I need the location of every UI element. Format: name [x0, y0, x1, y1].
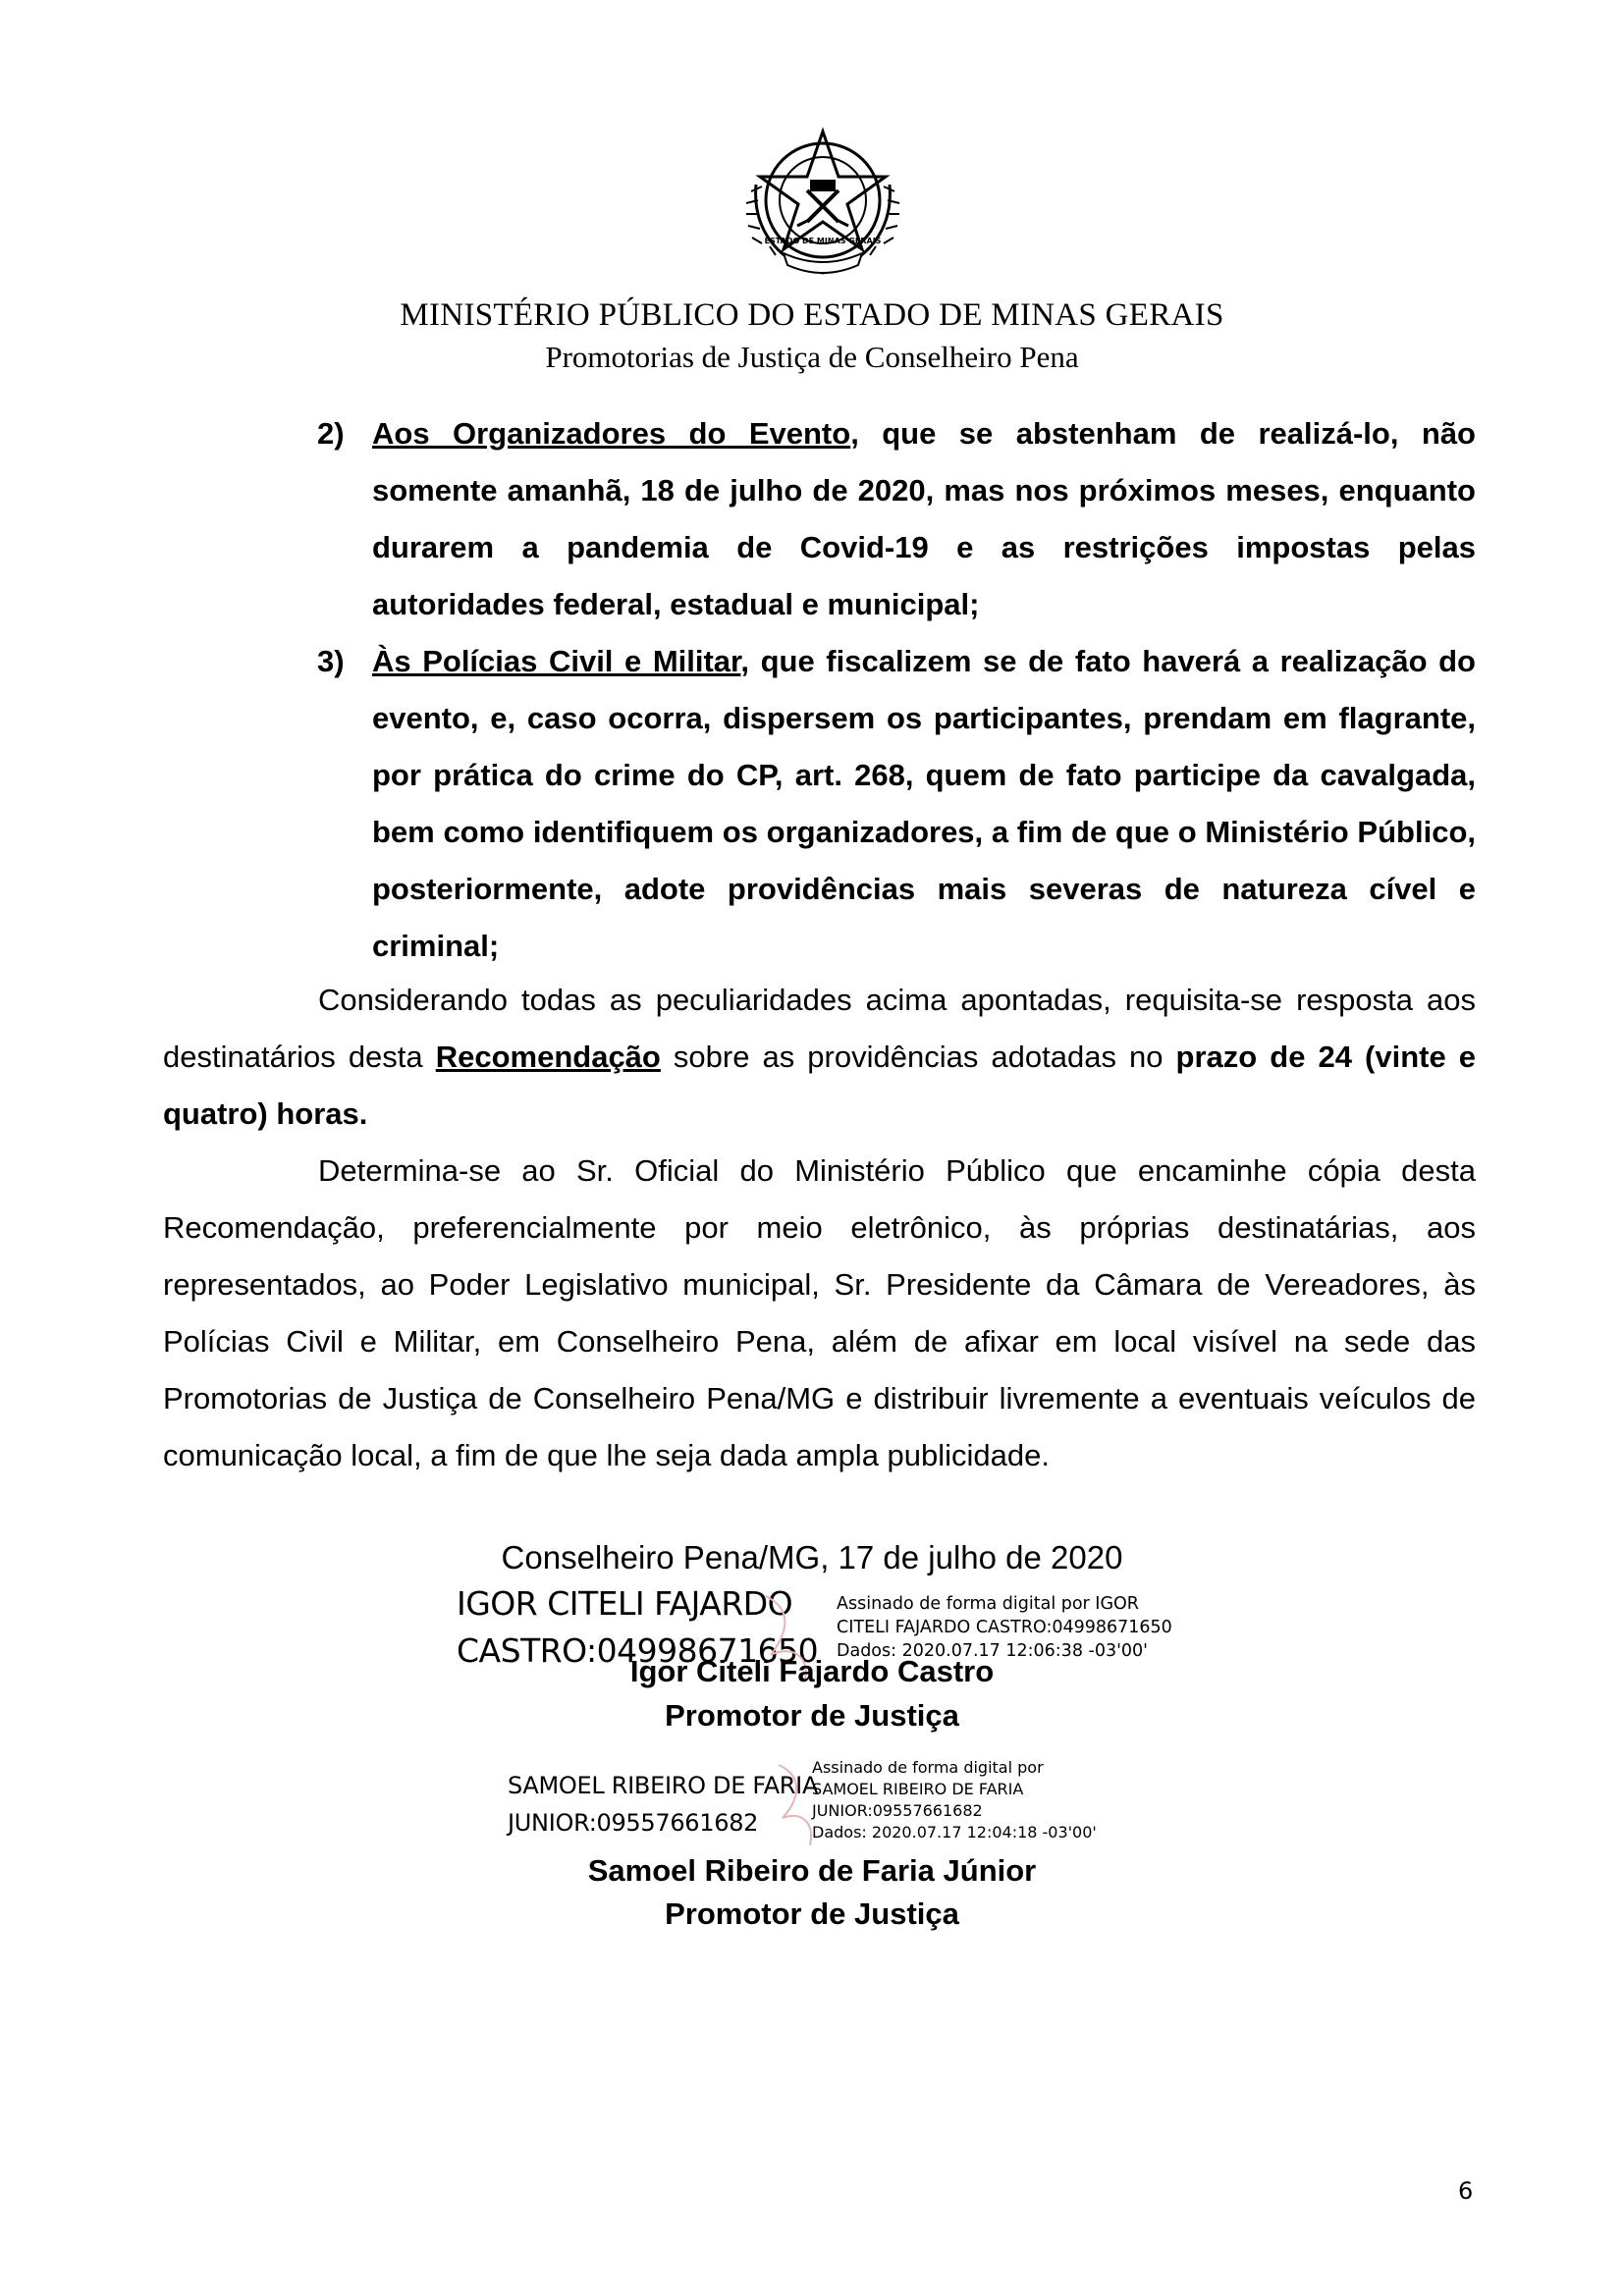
svg-text:ESTADO DE MINAS GERAIS: ESTADO DE MINAS GERAIS — [764, 237, 882, 245]
response-request-paragraph — [163, 972, 1476, 1143]
item-addressee: Aos Organizadores do Evento — [372, 416, 851, 451]
page-number: 6 — [1458, 2177, 1474, 2205]
item-addressee: Às Polícias Civil e Militar — [372, 644, 741, 678]
institution-title: MINISTÉRIO PÚBLICO DO ESTADO DE MINAS GERAIS — [400, 297, 1224, 333]
item-text: , que fiscalizem se de fato haverá a realização do evento, e, caso ocorra, dispersem os participantes, prendam em flagrante, por prática do crime do CP, art. 268, quem de fato participe da cavalgada, bem como identifiquem os organizadores, a fim de que o Ministério Público, posteriormente, adote providências mais severas de natureza cível e criminal; — [372, 644, 1476, 963]
item-number: 2) — [317, 416, 345, 451]
digital-signature-details: Assinado de forma digital por SAMOEL RIBEIRO DE FARIA JUNIOR:09557661682 Dados: 2020.07.17 12:04:18 -03'00' — [812, 1758, 1097, 1842]
item-number: 3) — [317, 644, 345, 678]
list-item — [317, 633, 1476, 975]
paragraph-text: Considerando todas as peculiaridades acima apontadas, requisita-se resposta aos destinatários desta — [163, 983, 1476, 1074]
recommendation-term: Recomendação — [435, 1040, 661, 1074]
state-seal-emblem — [738, 116, 907, 285]
item-text: , que se abstenham de realizá-lo, não somente amanhã, 18 de julho de 2020, mas nos próximos meses, enquanto durarem a pandemia de Covid-19 e as restrições impostas pelas autoridades federal, estadual e municipal; — [372, 416, 1476, 621]
signer-title: Promotor de Justiça — [665, 1698, 959, 1733]
list-item — [317, 405, 1476, 633]
digital-signature-name: SAMOEL RIBEIRO DE FARIA JUNIOR:09557661682 — [508, 1772, 819, 1837]
office-subtitle: Promotorias de Justiça de Conselheiro Pena — [545, 340, 1079, 374]
distribution-paragraph: Determina-se ao Sr. Oficial do Ministério Público que encaminhe cópia desta Recomendação, preferencialmente por meio eletrônico, às próprias destinatárias, aos representados, ao Poder Legislativo municipal, Sr. Presidente da Câmara de Vereadores, às Polícias Civil e Militar, em Conselheiro Pena, além de afixar em local visível na sede das Promotorias de Justiça de Conselheiro Pena/MG e distribuir livremente a eventuais veículos de comunicação local, a fim de que lhe seja dada ampla publicidade. — [163, 1153, 1476, 1472]
recommendation-list — [317, 405, 1476, 975]
paragraph-text: sobre as providências adotadas no — [660, 1040, 1176, 1074]
digital-signature-details: Assinado de forma digital por IGOR CITELI FAJARDO CASTRO:04998671650 Dados: 2020.07.17 12:06:38 -03'00' — [837, 1594, 1172, 1661]
signer-name: Samoel Ribeiro de Faria Júnior — [587, 1853, 1037, 1888]
date-line: Conselheiro Pena/MG, 17 de julho de 2020 — [501, 1539, 1123, 1575]
deadline-text: prazo de 24 (vinte e quatro) horas. — [163, 1040, 1477, 1131]
signer-name: Igor Citeli Fajardo Castro — [629, 1654, 995, 1688]
digital-signature-name: IGOR CITELI FAJARDO CASTRO:04998671650 — [457, 1584, 819, 1670]
signer-title: Promotor de Justiça — [665, 1896, 959, 1931]
